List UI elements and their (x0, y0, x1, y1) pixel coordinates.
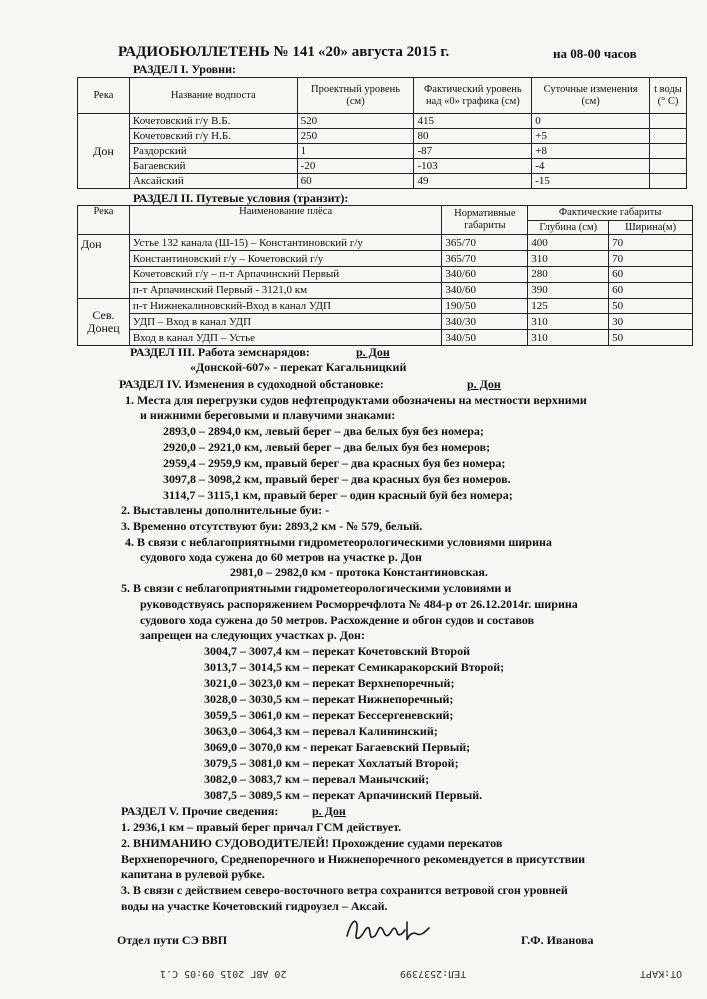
s4-p5b: руководствуясь распоряжением Росморречфлота № 484-р от 26.12.2014г. ширина (140, 597, 578, 611)
col-reach: Наименование плёса (129, 206, 441, 235)
temp-cell (649, 159, 686, 174)
s4-p1-item: 2893,0 – 2894,0 км, левый берег – два белых буя без номера; (163, 424, 484, 438)
s4-p2: 2. Выставлены дополнительные буи: - (121, 503, 330, 517)
s4-p5-item: 3021,0 – 3023,0 км – перекат Верхнепоречный; (204, 676, 455, 690)
table-row (78, 159, 687, 174)
section4-river: р. Дон (467, 377, 501, 391)
width-cell: 70 (609, 251, 693, 267)
s5-p3a: 3. В связи с действием северо-восточного ветра сохранится ветровой сгон уровней (121, 883, 568, 897)
col-actual-dims: Фактические габариты (528, 206, 693, 221)
depth-cell: 310 (528, 314, 609, 330)
reach-cell: Вход в канал УДП – Устье (129, 330, 441, 346)
actual-cell: 415 (414, 114, 532, 129)
s4-p1-item: 3097,8 – 3098,2 км, правый берег – два красных буя без номеров. (163, 472, 511, 486)
col-normative: Нормативные габариты (442, 206, 528, 235)
col-project-level: Проектный уровень (см) (297, 78, 414, 114)
actual-cell: -87 (414, 144, 532, 159)
section1-title: РАЗДЕЛ I. Уровни: (133, 62, 236, 76)
s4-p5-item: 3063,0 – 3064,3 км – перевал Калининский; (204, 724, 438, 738)
s4-p5-item: 3028,0 – 3030,5 км – перекат Нижнепоречный; (204, 692, 454, 706)
project-cell: 520 (297, 114, 414, 129)
project-cell: 250 (297, 129, 414, 144)
actual-cell: -103 (414, 159, 532, 174)
bulletin-date: «20» августа 2015 г. (318, 44, 450, 60)
width-cell: 50 (609, 298, 693, 314)
department: Отдел пути СЭ ВВП (117, 933, 228, 947)
table-row (78, 235, 693, 251)
river-cell: Дон (78, 235, 130, 298)
width-cell: 50 (609, 330, 693, 346)
norm-cell: 365/70 (442, 235, 528, 251)
norm-cell: 190/50 (442, 298, 528, 314)
s4-p1-item: 3114,7 – 3115,1 км, правый берег – один красный буй без номера; (163, 488, 513, 502)
norm-cell: 340/60 (442, 267, 528, 283)
table-row (78, 174, 687, 189)
change-cell: -15 (532, 174, 650, 189)
s4-p3: 3. Временно отсутствуют буи: 2893,2 км - № 579, белый. (121, 519, 423, 533)
route-header-row (78, 206, 693, 221)
s4-p5-item: 3087,5 – 3089,5 км – перекат Арпачинский Первый. (204, 788, 483, 802)
s4-p4c: 2981,0 – 2982,0 км - протока Константиновская. (230, 565, 488, 579)
depth-cell: 390 (528, 282, 609, 298)
reach-cell: УДП – Вход в канал УДП (129, 314, 441, 330)
temp-cell (649, 129, 686, 144)
actual-cell: 80 (414, 129, 532, 144)
depth-cell: 280 (528, 267, 609, 283)
actual-cell: 49 (414, 174, 532, 189)
section4-title: РАЗДЕЛ IV. Изменения в судоходной обстановке: (119, 377, 384, 391)
levels-table (77, 77, 687, 189)
depth-cell: 310 (528, 330, 609, 346)
section3-title: РАЗДЕЛ III. Работа земснарядов: (130, 345, 310, 359)
post-cell: Кочетовский г/у В.Б. (129, 114, 297, 129)
reach-cell: Устье 132 канала (Ш-15) – Константиновский г/у (129, 235, 441, 251)
depth-cell: 400 (528, 235, 609, 251)
col-river: Река (78, 78, 130, 114)
norm-cell: 365/70 (442, 251, 528, 267)
fax-footer-sender: ОТ:КАРТ (640, 968, 683, 979)
s4-p5d: запрещен на следующих участках р. Дон: (140, 628, 365, 642)
col-daily-change: Суточные изменения (см) (532, 78, 650, 114)
col-depth: Глубина (см) (528, 220, 609, 235)
s4-p1b: и нижними береговыми и плавучими знаками: (140, 408, 396, 422)
change-cell: -4 (532, 159, 650, 174)
table-row (78, 298, 693, 314)
reach-cell: п-т Арпачинский Первый - 3121,0 км (129, 282, 441, 298)
section3-dredger: «Донской-607» - перекат Кагальницкий (190, 360, 407, 374)
table-row (78, 267, 693, 283)
s4-p5a: 5. В связи с неблагоприятными гидрометеорологическими условиями и (121, 581, 512, 595)
river-cell: Дон (78, 114, 130, 189)
s4-p1-item: 2920,0 – 2921,0 км, левый берег – два белых буя без номеров; (163, 440, 491, 454)
river-cell: Сев. Донец (78, 298, 130, 345)
project-cell: -20 (297, 159, 414, 174)
fax-footer-datetime: 20 АВГ 2015 09:05 С.1 (160, 968, 287, 979)
signature-image (343, 914, 433, 950)
depth-cell: 310 (528, 251, 609, 267)
s4-p5-item: 3013,7 – 3014,5 км – перекат Семикаракорский Второй; (204, 660, 505, 674)
s4-p1a: 1. Места для перегрузки судов нефтепродуктами обозначены на местности верхними (125, 393, 587, 407)
reach-cell: п-т Нижнекалиновский-Вход в канал УДП (129, 298, 441, 314)
norm-cell: 340/30 (442, 314, 528, 330)
s4-p4a: 4. В связи с неблагоприятными гидрометеорологическими условиями ширина (125, 535, 552, 549)
col-actual-level: Фактический уровень над «0» графика (см) (414, 78, 532, 114)
s4-p5-item: 3069,0 – 3070,0 км - перекат Багаевский Первый; (204, 740, 471, 754)
s4-p5-item: 3004,7 – 3007,4 км – перекат Кочетовский Второй (204, 644, 470, 658)
bulletin-title: РАДИОБЮЛЛЕТЕНЬ № 141 (118, 44, 315, 60)
temp-cell (649, 174, 686, 189)
depth-cell: 125 (528, 298, 609, 314)
table-row (78, 114, 687, 129)
reach-cell: Кочетовский г/у – п-т Арпачинский Первый (129, 267, 441, 283)
table-row (78, 330, 693, 346)
change-cell: +5 (532, 129, 650, 144)
post-cell: Раздорский (129, 144, 297, 159)
section5-river: р. Дон (312, 804, 346, 818)
table-row (78, 314, 693, 330)
post-cell: Кочетовский г/у Н.Б. (129, 129, 297, 144)
fax-footer-phone: ТЕЛ:2537399 (400, 968, 467, 979)
s4-p5-item: 3059,5 – 3061,0 км – перекат Бессергеневский; (204, 708, 454, 722)
s5-p3b: воды на участке Кочетовский гидроузел – Аксай. (121, 899, 388, 913)
col-water-temp: t воды (° С) (649, 78, 686, 114)
levels-header-row (78, 78, 687, 114)
section5-title: РАЗДЕЛ V. Прочие сведения: (121, 804, 279, 818)
col-river: Река (78, 206, 130, 235)
project-cell: 1 (297, 144, 414, 159)
route-table (77, 205, 693, 346)
table-row (78, 282, 693, 298)
width-cell: 60 (609, 282, 693, 298)
project-cell: 60 (297, 174, 414, 189)
temp-cell (649, 144, 686, 159)
reach-cell: Константиновский г/у – Кочетовский г/у (129, 251, 441, 267)
table-row (78, 251, 693, 267)
table-row (78, 129, 687, 144)
change-cell: +8 (532, 144, 650, 159)
s4-p1-item: 2959,4 – 2959,9 км, правый берег – два красных буя без номера; (163, 456, 506, 470)
change-cell: 0 (532, 114, 650, 129)
signer-name: Г.Ф. Иванова (521, 933, 594, 947)
s4-p5c: судового хода сужена до 50 метров. Расхождение и обгон судов и составов (140, 613, 535, 627)
s4-p5-item: 3082,0 – 3083,7 км – перевал Манычский; (204, 772, 430, 786)
norm-cell: 340/50 (442, 330, 528, 346)
col-post: Название водпоста (129, 78, 297, 114)
norm-cell: 340/60 (442, 282, 528, 298)
temp-cell (649, 114, 686, 129)
post-cell: Аксайский (129, 174, 297, 189)
width-cell: 30 (609, 314, 693, 330)
post-cell: Багаевский (129, 159, 297, 174)
section2-title: РАЗДЕЛ II. Путевые условия (транзит): (133, 191, 349, 205)
s5-p1: 1. 2936,1 км – правый берег причал ГСМ действует. (121, 820, 402, 834)
s5-p2b: Верхнепоречного, Среднепоречного и Нижнепоречного рекомендуется в присутствии (121, 852, 586, 866)
col-width: Ширина(м) (609, 220, 693, 235)
width-cell: 60 (609, 267, 693, 283)
bulletin-time: на 08-00 часов (553, 46, 637, 61)
table-row (78, 144, 687, 159)
s4-p5-item: 3079,5 – 3081,0 км – перекат Хохлатый Второй; (204, 756, 459, 770)
width-cell: 70 (609, 235, 693, 251)
section3-river: р. Дон (356, 345, 390, 359)
s5-p2a: 2. ВНИМАНИЮ СУДОВОДИТЕЛЕЙ! Прохождение судами перекатов (121, 836, 503, 850)
s4-p4b: судового хода сужена до 60 метров на участке р. Дон (140, 550, 422, 564)
s5-p2c: капитана в рулевой рубке. (121, 867, 265, 881)
